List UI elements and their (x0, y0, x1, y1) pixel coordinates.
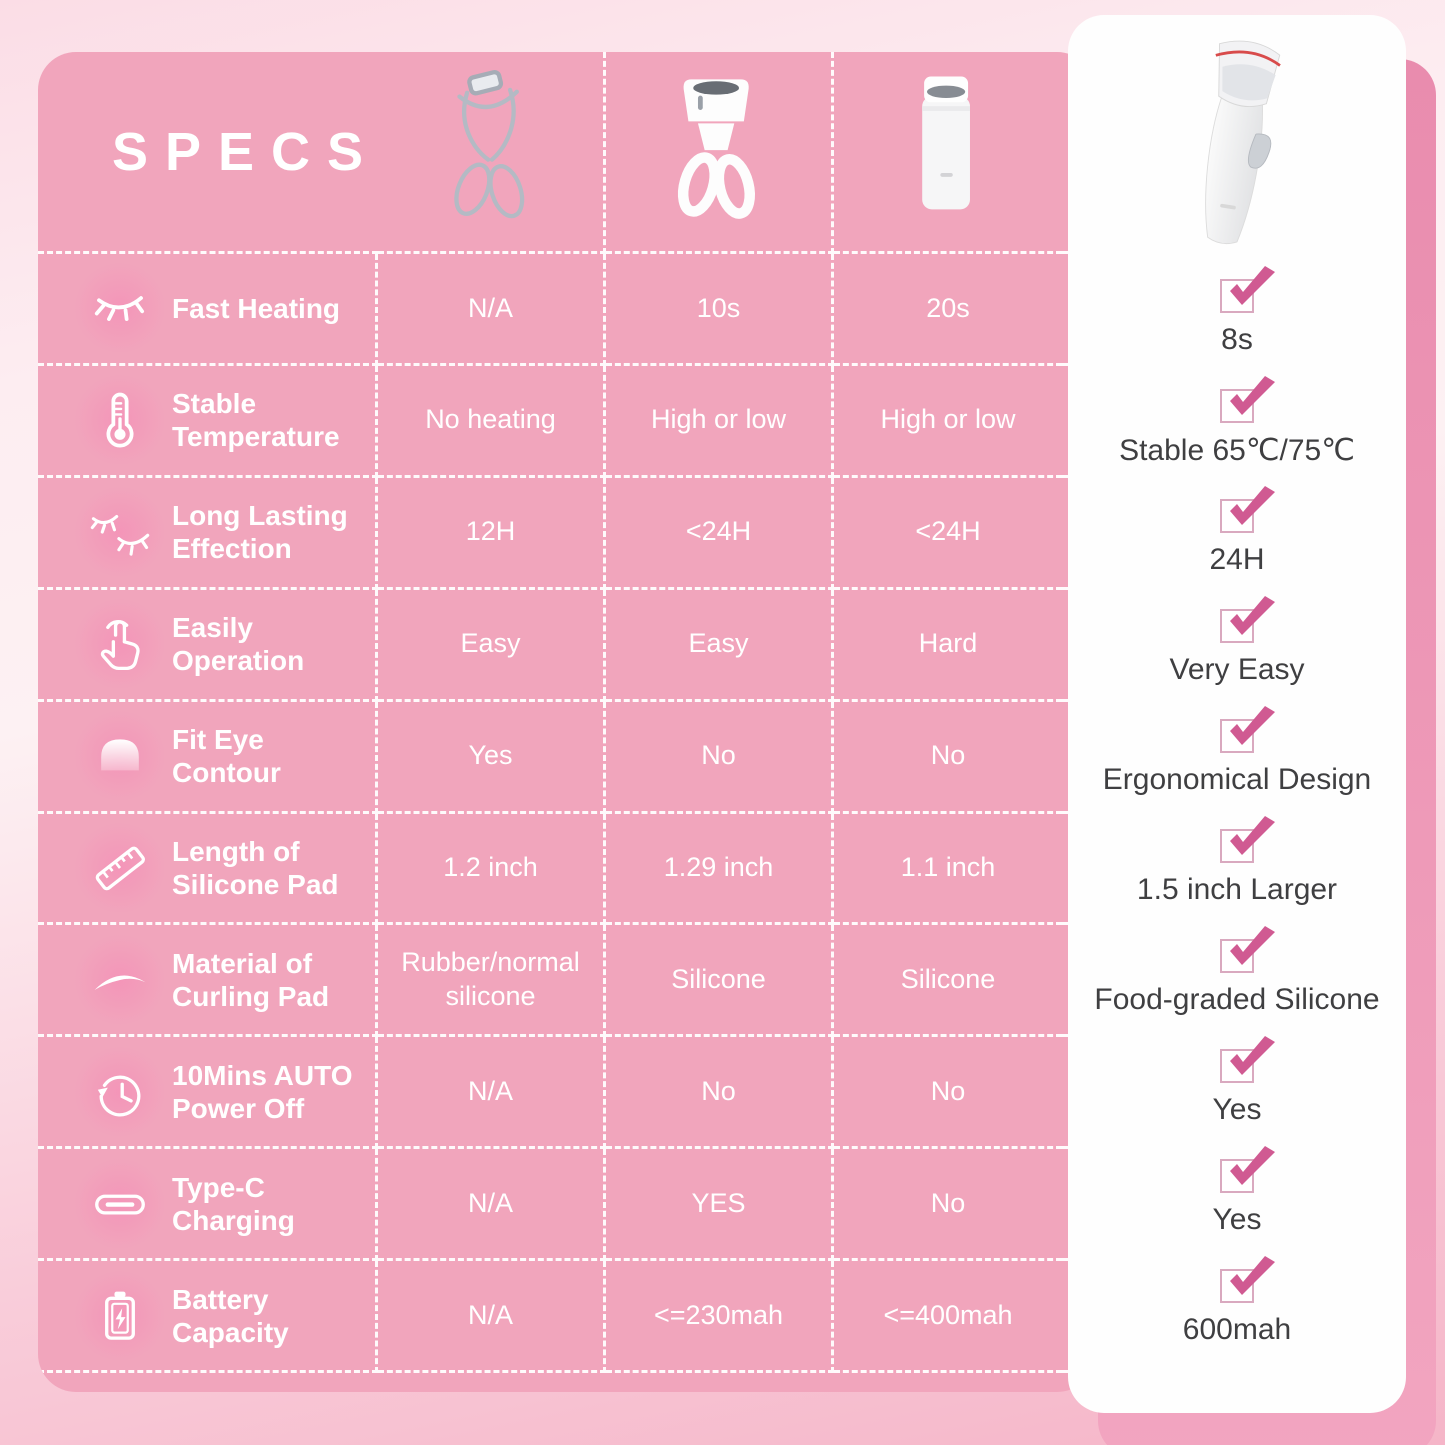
value-cell: Yes (378, 702, 606, 814)
value-cell: 12H (378, 478, 606, 590)
featured-product-card (1068, 15, 1406, 1413)
row-label-battery-capacity (38, 1261, 378, 1373)
value-cell: Silicone (606, 925, 834, 1037)
value-cell: Rubber/normal silicone (378, 925, 606, 1037)
compact-heated-eyelash-curler-image (853, 66, 1043, 238)
checkbox-checked-icon (1220, 389, 1254, 423)
product-column-heated-wand-curler (606, 52, 834, 254)
row-label-text: Fast Heating (172, 292, 341, 324)
checkbox-checked-icon (1220, 499, 1254, 533)
feature-item-auto-power-off (1213, 1033, 1262, 1143)
tap-icon (88, 612, 152, 676)
value-cell: 1.2 inch (378, 814, 606, 926)
checkbox-checked-icon (1220, 939, 1254, 973)
row-label-text: Stable Temperature (172, 388, 340, 453)
featured-product-image (1137, 31, 1337, 263)
checkbox-checked-icon (1220, 719, 1254, 753)
feature-item-label: Yes (1212, 1203, 1262, 1236)
feature-item-label: Yes (1212, 1093, 1262, 1126)
value-cell: High or low (606, 366, 834, 478)
product-column-compact-curler (834, 52, 1062, 254)
feature-item-type-c (1213, 1143, 1262, 1253)
value-cell: Easy (606, 590, 834, 702)
row-label-material-curling-pad (38, 925, 378, 1037)
row-label-text: Length of Silicone Pad (172, 835, 339, 900)
value-cell: No (834, 1037, 1062, 1149)
auto-power-off-icon (88, 1060, 152, 1124)
feature-item-easy-operation (1169, 593, 1304, 703)
checkbox-checked-icon (1220, 609, 1254, 643)
row-label-text: Type-C Charging (172, 1171, 295, 1236)
value-cell: 1.1 inch (834, 814, 1062, 926)
manual-eyelash-curler-image (396, 66, 586, 238)
value-cell: YES (606, 1149, 834, 1261)
row-label-text: Material of Curling Pad (172, 947, 330, 1012)
eye-pad-icon (88, 724, 152, 788)
feature-item-long-lasting (1209, 483, 1264, 593)
feature-item-battery (1183, 1253, 1291, 1363)
page-title: SPECS (112, 121, 381, 182)
checkbox-checked-icon (1220, 829, 1254, 863)
value-cell: Silicone (834, 925, 1062, 1037)
row-label-text: Battery Capacity (172, 1283, 289, 1348)
feature-item-label: 24H (1209, 543, 1265, 576)
battery-icon (88, 1284, 152, 1348)
value-cell: <24H (606, 478, 834, 590)
value-cell: 10s (606, 254, 834, 366)
value-cell: <24H (834, 478, 1062, 590)
feature-item-silicone-material (1094, 923, 1379, 1033)
row-label-text: Long Lasting Effection (172, 500, 348, 565)
value-cell: 1.29 inch (606, 814, 834, 926)
row-label-easily-operation (38, 590, 378, 702)
feature-item-ergonomic-design (1103, 703, 1371, 813)
feature-item-fast-heating (1220, 263, 1254, 373)
feature-item-label: Stable 65℃/75℃ (1119, 433, 1355, 467)
value-cell: Easy (378, 590, 606, 702)
value-cell: N/A (378, 1149, 606, 1261)
type-c-icon (88, 1172, 152, 1236)
row-label-length-silicone-pad (38, 814, 378, 926)
value-cell: Hard (834, 590, 1062, 702)
checkbox-checked-icon (1220, 1159, 1254, 1193)
feature-item-stable-temperature (1119, 373, 1355, 483)
value-cell: N/A (378, 1037, 606, 1149)
value-cell: No (606, 702, 834, 814)
eyelash-icon (88, 276, 152, 340)
ruler-icon (88, 836, 152, 900)
value-cell: 20s (834, 254, 1062, 366)
row-label-auto-power-off (38, 1037, 378, 1149)
row-label-text: Fit Eye Contour (172, 724, 281, 789)
curling-pad-icon (88, 948, 152, 1012)
checkbox-checked-icon (1220, 279, 1254, 313)
checkbox-checked-icon (1220, 1269, 1254, 1303)
row-label-fast-heating (38, 254, 378, 366)
eyelashes-icon (88, 500, 152, 564)
value-cell: No (834, 702, 1062, 814)
feature-item-label: 8s (1221, 323, 1253, 356)
heated-wand-eyelash-curler-image (624, 66, 814, 238)
value-cell: High or low (834, 366, 1062, 478)
value-cell: No (834, 1149, 1062, 1261)
thermometer-icon (88, 388, 152, 452)
row-label-text: Easily Operation (172, 612, 305, 677)
value-cell: N/A (378, 254, 606, 366)
value-cell: No heating (378, 366, 606, 478)
checkbox-checked-icon (1220, 1049, 1254, 1083)
feature-item-label: 1.5 inch Larger (1136, 873, 1338, 906)
value-cell: <=400mah (834, 1261, 1062, 1373)
specs-table (38, 52, 1095, 1392)
row-label-type-c-charging (38, 1149, 378, 1261)
specs-header-cell (38, 52, 381, 254)
value-cell: No (606, 1037, 834, 1149)
feature-item-label: Very Easy (1169, 653, 1305, 686)
feature-item-label: Food-graded Silicone (1094, 983, 1380, 1016)
feature-item-label: 600mah (1182, 1313, 1292, 1346)
product-column-manual-curler (378, 52, 606, 254)
row-label-fit-eye-contour (38, 702, 378, 814)
row-label-stable-temperature (38, 366, 378, 478)
row-label-long-lasting (38, 478, 378, 590)
value-cell: <=230mah (606, 1261, 834, 1373)
value-cell: N/A (378, 1261, 606, 1373)
feature-item-label: Ergonomical Design (1102, 763, 1372, 796)
feature-item-pad-length (1137, 813, 1337, 923)
row-label-text: 10Mins AUTO Power Off (172, 1059, 353, 1124)
